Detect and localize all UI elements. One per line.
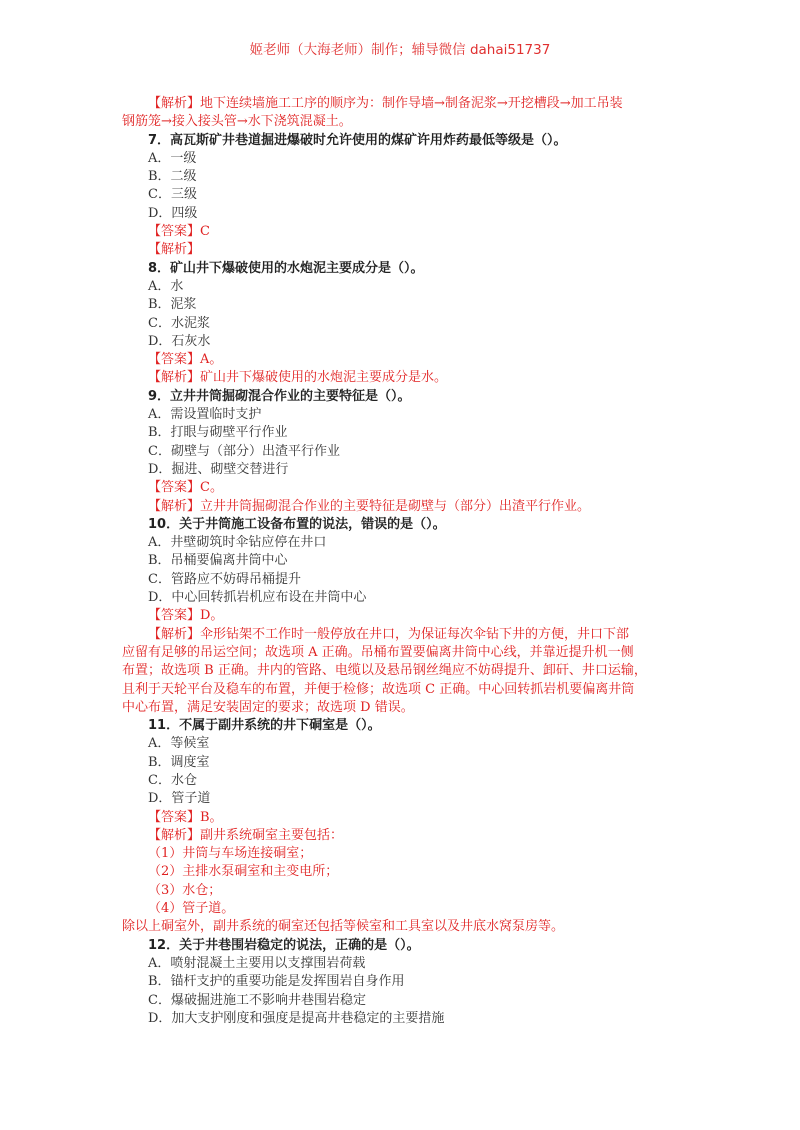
answer-option: C．水泥浆 xyxy=(148,315,210,331)
answer-option: A．一级 xyxy=(148,150,197,166)
answer-option: A．需设置临时支护 xyxy=(148,407,262,423)
answer-option: D．四级 xyxy=(148,205,198,221)
answer-option: B．锚杆支护的重要功能是发挥围岩自身作用 xyxy=(148,974,405,990)
answer-option: C．水仓 xyxy=(148,772,197,788)
question: 11．不属于副井系统的井下硐室是（）。 xyxy=(148,718,381,734)
page-header: 姬老师（大海老师）制作；辅导微信 dahai51737 xyxy=(249,42,551,58)
answer-option: D．中心回转抓岩机应布设在井筒中心 xyxy=(148,590,367,606)
explanation-line: 【解析】副井系统硐室主要包括： xyxy=(148,827,344,843)
answer-option: C．管路应不妨碍吊桶提升 xyxy=(148,571,301,587)
answer-key: 【答案】D。 xyxy=(148,608,224,624)
explanation-line: 【解析】伞形钻架不工作时一般停放在井口，为保证每次伞钻下井的方便，井口下部 xyxy=(148,626,630,642)
explanation-line: 布置；故选项 B 正确。井内的管路、电缆以及悬吊钢丝绳应不妨碍提升、卸矸、井口运输， xyxy=(122,663,647,679)
explanation-line: （2）主排水泵硐室和主变电所； xyxy=(148,864,339,880)
answer-option: B．泥浆 xyxy=(148,297,197,313)
answer-option: D．加大支护刚度和强度是提高井巷稳定的主要措施 xyxy=(148,1010,445,1026)
answer-key: 【答案】C。 xyxy=(148,480,223,496)
answer-option: B．调度室 xyxy=(148,754,210,770)
answer-option: A．喷射混凝土主要用以支撑围岩荷载 xyxy=(148,955,366,971)
answer-option: D．管子道 xyxy=(148,791,211,807)
answer-option: B．二级 xyxy=(148,169,197,185)
answer-option: C．爆破掘进施工不影响井巷围岩稳定 xyxy=(148,992,366,1008)
explanation-line: 【解析】地下连续墙施工工序的顺序为：制作导墙→制备泥浆→开挖槽段→加工吊装 xyxy=(148,96,623,111)
question: 10．关于井筒施工设备布置的说法，错误的是（）。 xyxy=(148,516,446,532)
explanation-line: 应留有足够的吊运空间；故选项 A 正确。吊桶布置要偏离井筒中心线，并靠近提升机一侧 xyxy=(122,644,634,660)
question: 9．立井井筒掘砌混合作业的主要特征是（）。 xyxy=(148,388,411,404)
question: 7．高瓦斯矿井巷道掘进爆破时允许使用的煤矿许用炸药最低等级是（）。 xyxy=(148,132,567,148)
explanation-line: 【解析】矿山井下爆破使用的水炮泥主要成分是水。 xyxy=(148,370,448,386)
answer-option: D．掘进、砌壁交替进行 xyxy=(148,461,289,477)
explanation-line: 【解析】立井井筒掘砌混合作业的主要特征是砌壁与（部分）出渣平行作业。 xyxy=(148,498,591,514)
question: 8．矿山井下爆破使用的水炮泥主要成分是（）。 xyxy=(148,260,424,276)
explanation-line: 【解析】 xyxy=(148,242,201,258)
answer-option: C．砌壁与（部分）出渣平行作业 xyxy=(148,443,340,459)
explanation-line: 除以上硐室外，副井系统的硐室还包括等候室和工具室以及井底水窝泵房等。 xyxy=(122,919,565,935)
explanation-line: 且利于天轮平台及稳车的布置，并便于检修；故选项 C 正确。中心回转抓岩机要偏离井筒 xyxy=(122,681,635,697)
answer-option: B．打眼与砌壁平行作业 xyxy=(148,425,288,441)
answer-key: 【答案】A。 xyxy=(148,352,223,368)
answer-option: A．等候室 xyxy=(148,736,210,752)
answer-option: C．三级 xyxy=(148,187,197,203)
explanation-line: （1）井筒与车场连接硐室； xyxy=(148,846,313,862)
document-body xyxy=(122,95,662,1028)
answer-option: A．水 xyxy=(148,278,184,294)
explanation-line: （4）管子道。 xyxy=(148,901,235,917)
answer-key: 【答案】B。 xyxy=(148,809,223,825)
question: 12．关于井巷围岩稳定的说法，正确的是（）。 xyxy=(148,937,420,953)
answer-key: 【答案】C xyxy=(148,224,210,240)
explanation-line: 钢筋笼→接入接头管→水下浇筑混凝土。 xyxy=(122,114,352,130)
explanation-line: 中心布置，满足安装固定的要求；故选项 D 错误。 xyxy=(122,699,414,715)
answer-option: D．石灰水 xyxy=(148,333,211,349)
answer-option: A．井壁砌筑时伞钻应停在井口 xyxy=(148,535,327,551)
answer-option: B．吊桶要偏离井筒中心 xyxy=(148,553,288,569)
explanation-line: （3）水仓； xyxy=(148,882,222,898)
